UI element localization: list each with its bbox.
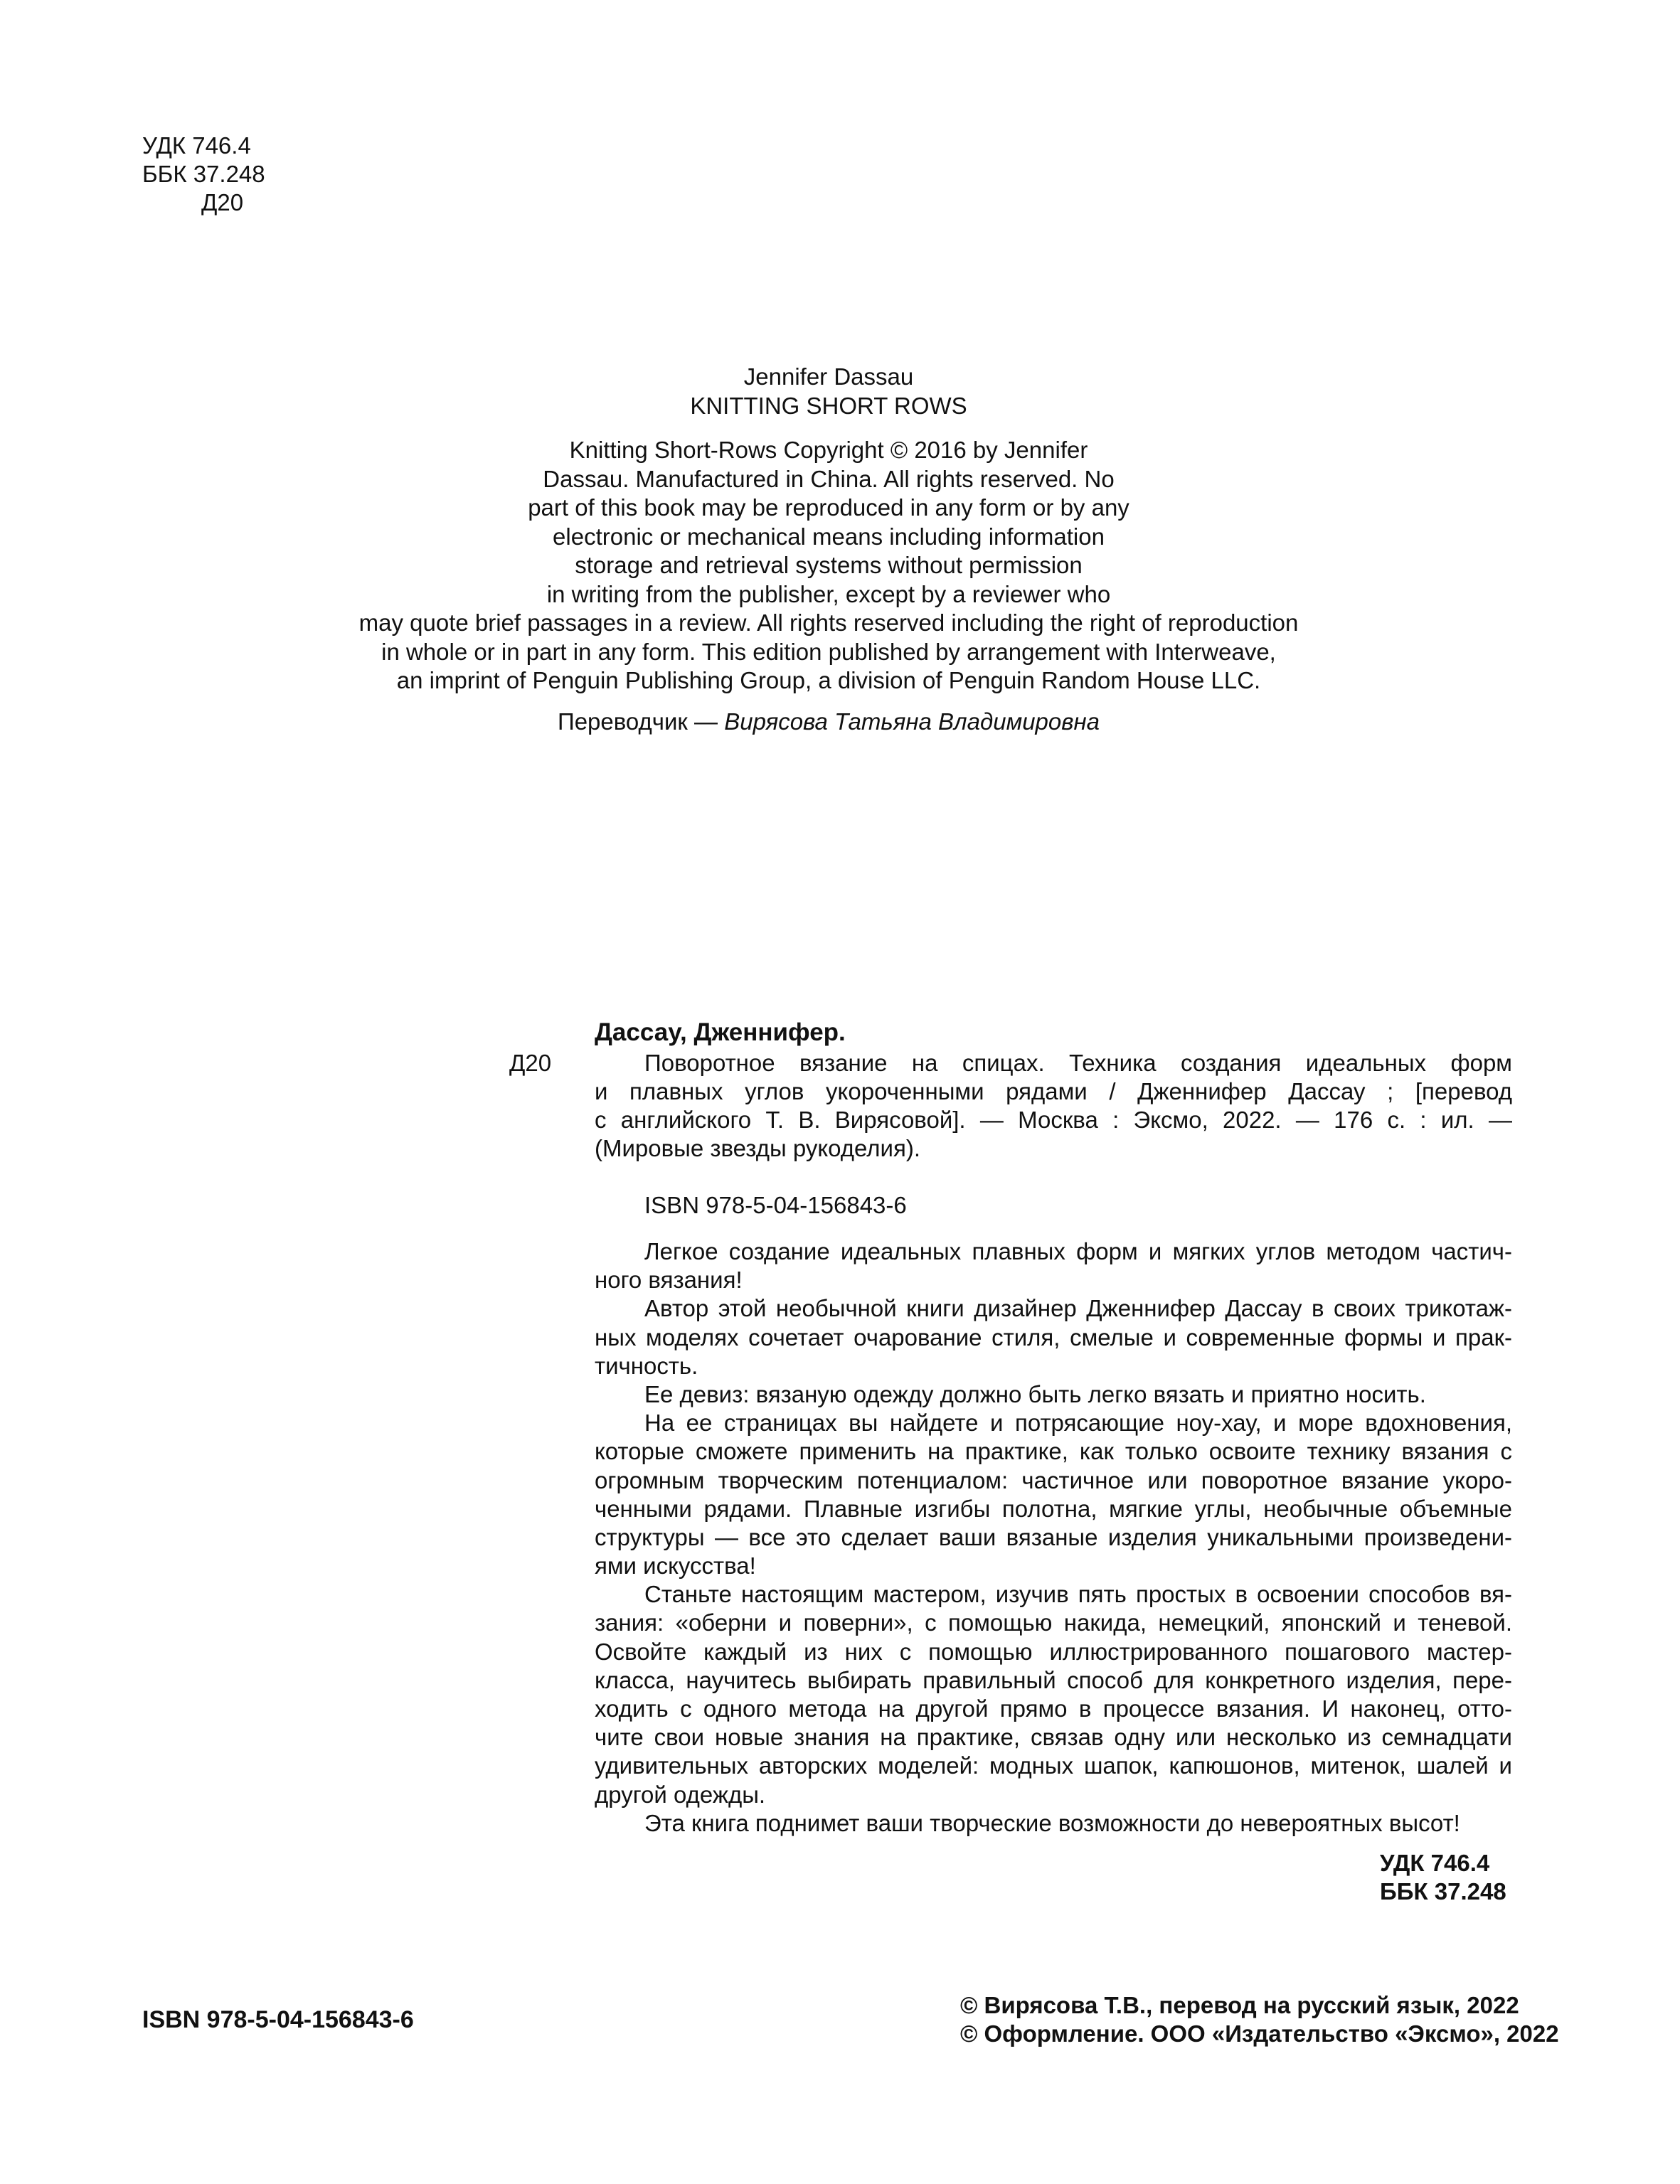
author-sign-top: Д20 (201, 189, 244, 215)
annotation-line: зания: «оберни и поверни», с помощью накида, немецкий, японский и теневой. (595, 1609, 1512, 1636)
annotation-line: класса, научитесь выбирать правильный способ для конкретного изделия, пере- (595, 1666, 1512, 1693)
record-line: и плавных углов укороченными рядами / Дженнифер Дассау ; [перевод (595, 1078, 1512, 1104)
record-author-heading: Дассау, Дженнифер. (595, 1018, 846, 1046)
annotation-line: На ее страницах вы найдете и потрясающие ноу-хау, и море вдохновения, (644, 1410, 1512, 1437)
annotation-line: структуры — все это сделает ваши вязаные изделия уникальными произведени- (595, 1523, 1512, 1550)
udk-code-bottom: УДК 746.4 (1380, 1850, 1490, 1876)
copyright-line: part of this book may be reproduced in any form or by any (528, 494, 1129, 521)
annotation-line: чите свои новые знания на практике, связав одну или несколько из семнадцати (595, 1724, 1512, 1751)
annotation-line: ченными рядами. Плавные изгибы полотна, мягкие углы, необычные объемные (595, 1495, 1512, 1522)
copyright-line: an imprint of Penguin Publishing Group, a division of Penguin Random House LLC. (396, 667, 1261, 693)
record-line: Поворотное вязание на спицах. Техника создания идеальных форм (644, 1050, 1512, 1076)
annotation-line: ного вязания! (595, 1267, 743, 1294)
annotation-line: Станьте настоящим мастером, изучив пять простых в освоении способов вя- (644, 1581, 1512, 1608)
annotation-line: Освойте каждый из них с помощью иллюстрированного пошагового мастер- (595, 1638, 1512, 1665)
annotation-line: Легкое создание идеальных плавных форм и мягких углов методом частич- (644, 1238, 1512, 1264)
translator-credit (313, 708, 1344, 736)
record-line: с английского Т. В. Вирясовой]. — Москва : Эксмо, 2022. — 176 с. : ил. — (595, 1107, 1512, 1133)
annotation-line: Автор этой необычной книги дизайнер Дженнифер Дассау в своих трикотаж- (644, 1295, 1512, 1322)
annotation-line: удивительных авторских моделей: модных шапок, капюшонов, митенок, шалей и (595, 1752, 1512, 1779)
translator-name: Вирясова Татьяна Владимировна (724, 708, 1100, 735)
original-title: KNITTING SHORT ROWS (690, 392, 967, 419)
annotation-line: ных моделях сочетает очарование стиля, смелые и современные формы и прак- (595, 1323, 1512, 1351)
copyright-design: © Оформление. ООО «Издательство «Эксмо», 2022 (960, 2020, 1559, 2047)
translator-label: Переводчик — (557, 708, 725, 735)
annotation-line: ями искусства! (595, 1552, 756, 1580)
copyright-line: in writing from the publisher, except by a reviewer who (546, 580, 1111, 607)
record-line: (Мировые звезды рукоделия). (595, 1135, 921, 1161)
record-description (595, 1049, 1512, 1163)
footer-isbn: ISBN 978-5-04-156843-6 (142, 2006, 414, 2033)
annotation-line: другой одежды. (595, 1781, 766, 1808)
udk-code-top: УДК 746.4 (142, 132, 251, 159)
copyright-line: Dassau. Manufactured in China. All rights reserved. No (543, 465, 1115, 492)
bbk-code-top: ББК 37.248 (142, 161, 265, 187)
annotation (595, 1237, 1512, 1838)
copyright-line: may quote brief passages in a review. All rights reserved including the right of reproduction (358, 609, 1299, 636)
copyright-line: Knitting Short-Rows Copyright © 2016 by Jennifer (569, 437, 1088, 463)
copyright-line: storage and retrieval systems without permission (575, 552, 1083, 578)
annotation-line: тичность. (595, 1352, 698, 1379)
annotation-line: огромным творческим потенциалом: частичное или поворотное вязание укоро- (595, 1466, 1512, 1493)
annotation-line: ходить с одного метода на другой прямо в процессе вязания. И наконец, отто- (595, 1695, 1512, 1722)
copyright-line: electronic or mechanical means including information (553, 523, 1105, 550)
copyright-line: in whole or in part in any form. This edition published by arrangement with Interweave, (381, 638, 1276, 665)
record-author-sign: Д20 (509, 1050, 552, 1076)
copyright-translation: © Вирясова Т.В., перевод на русский язык, 2022 (960, 1992, 1519, 2018)
bbk-code-bottom: ББК 37.248 (1380, 1878, 1506, 1905)
annotation-line: которые сможете применить на практике, как только освоите технику вязания с (595, 1438, 1512, 1465)
annotation-line: Ее девиз: вязаную одежду должно быть легко вязать и приятно носить. (644, 1380, 1426, 1407)
original-copyright-block (313, 363, 1344, 696)
annotation-line: Эта книга поднимет ваши творческие возможности до невероятных высот! (644, 1809, 1460, 1836)
original-author: Jennifer Dassau (743, 363, 914, 390)
record-isbn: ISBN 978-5-04-156843-6 (644, 1192, 907, 1218)
